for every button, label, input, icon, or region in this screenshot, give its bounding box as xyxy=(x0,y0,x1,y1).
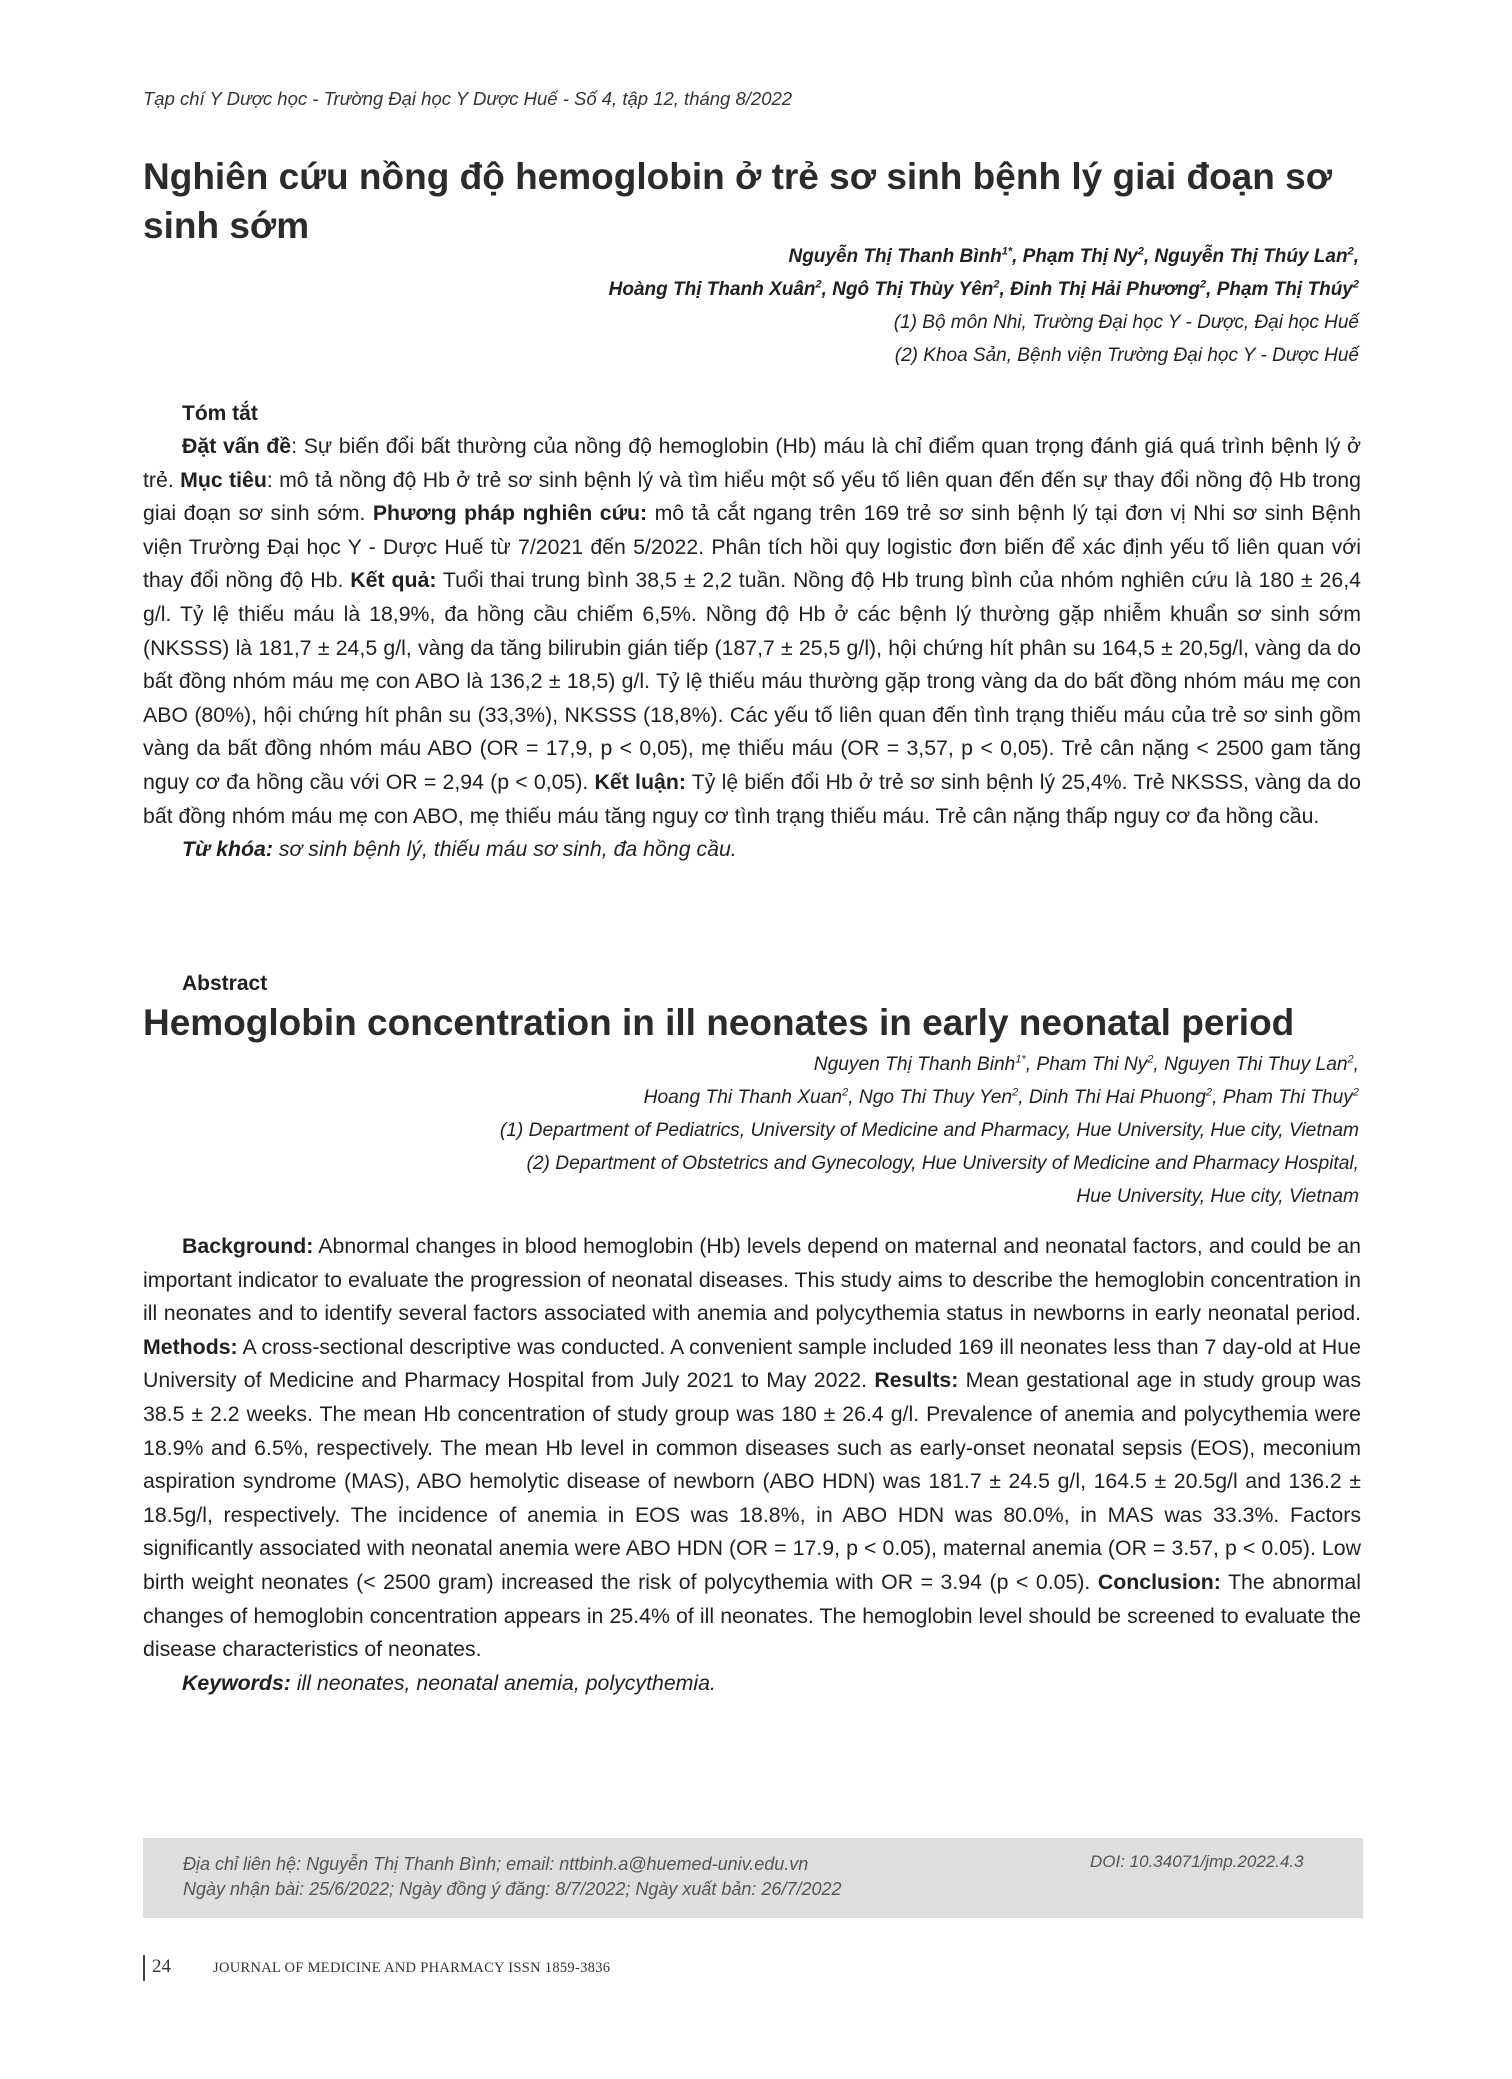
author-separator: , xyxy=(848,1087,859,1108)
author-separator: , xyxy=(1025,1054,1037,1075)
abstract-paragraph xyxy=(143,1230,1361,1667)
author-sup: 2 xyxy=(1352,1086,1359,1099)
author-sup: 2 xyxy=(1352,278,1359,291)
author-separator: , xyxy=(999,279,1011,300)
abstract-section-label: Results: xyxy=(874,1368,959,1393)
vietnamese-title: Nghiên cứu nồng độ hemoglobin ở trẻ sơ sinh bệnh lý giai đoạn sơ sinh sớm xyxy=(143,156,1333,246)
author-separator: , xyxy=(821,279,833,300)
author-line xyxy=(500,1048,1359,1081)
abstract-text: The abnormal changes of hemoglobin concentration appears in 25.4% of ill neonates. The hemoglobin level should be screened to evaluate the disease characteristics of neonates. xyxy=(143,1569,1361,1662)
author-name: Nguyễn Thị Thanh Bình xyxy=(788,246,1002,267)
author-name: Phạm Thị Ny xyxy=(1022,246,1138,267)
keywords-label: Từ khóa: xyxy=(182,837,273,862)
author-separator: , xyxy=(1143,246,1155,267)
author-name: Hoang Thi Thanh Xuan xyxy=(643,1087,843,1108)
keywords-en xyxy=(143,1667,1361,1701)
author-name: Pham Thi Ny xyxy=(1036,1054,1148,1075)
author-name: Nguyễn Thị Thúy Lan xyxy=(1154,246,1348,267)
author-name: Phạm Thị Thúy xyxy=(1216,279,1353,300)
abstract-text: : Sự biến đổi bất thường của nồng độ hemoglobin (Hb) máu là chỉ điểm quan trọng đánh giá quá trình bệnh lý ở trẻ. xyxy=(143,434,1361,492)
author-line xyxy=(609,240,1359,273)
author-name: Đinh Thị Hải Phương xyxy=(1010,279,1200,300)
page-number-bar xyxy=(143,1955,145,1981)
author-sup: 2 xyxy=(1137,245,1144,258)
author-name: Ngô Thị Thùy Yên xyxy=(832,279,994,300)
author-name: Nguyen Thị Thanh Binh xyxy=(813,1054,1016,1075)
affiliation: Hue University, Hue city, Vietnam xyxy=(1076,1186,1359,1207)
correspondence-info xyxy=(183,1852,842,1902)
author-line xyxy=(609,273,1359,306)
correspondence-box xyxy=(143,1838,1363,1918)
keywords-vi xyxy=(143,833,1361,867)
abstract-text: mô tả cắt ngang trên 169 trẻ sơ sinh bệnh lý tại đơn vị Nhi sơ sinh Bệnh viện Trường Đại học Y - Dược Huế từ 7/2021 đến 5/2022. Phân tích hồi quy logistic đơn biến để xác định yếu tố liên quan với thay đổi nồng độ Hb. xyxy=(143,501,1361,593)
abstract-en xyxy=(143,1230,1361,1700)
author-sup: 2 xyxy=(815,278,822,291)
author-separator: , xyxy=(1353,1054,1359,1075)
abstract-section-label: Methods: xyxy=(143,1334,238,1359)
vietnamese-authors xyxy=(609,240,1359,372)
english-authors xyxy=(500,1048,1359,1213)
affiliation: (1) Department of Pediatrics, University of Medicine and Pharmacy, Hue University, Hue city, Vietnam xyxy=(499,1120,1359,1141)
abstract-text: A cross-sectional descriptive was conducted. A convenient sample included 169 ill neonates less than 7 day-old at Hue University of Medicine and Pharmacy Hospital from July 2021 to May 2022. xyxy=(143,1334,1361,1393)
author-sup: 2 xyxy=(1347,245,1354,258)
page-number: 24 xyxy=(152,1956,171,1977)
author-separator: , xyxy=(1353,246,1359,267)
author-sup: 2 xyxy=(842,1086,849,1099)
author-sup: 2 xyxy=(993,278,1000,291)
affiliation: (2) Khoa Sản, Bệnh viện Trường Đại học Y - Dược Huế xyxy=(894,345,1359,366)
author-sup: 2 xyxy=(1147,1053,1154,1066)
abstract-section-label: Mục tiêu xyxy=(180,467,267,492)
abstract-text: Tuổi thai trung bình 38,5 ± 2,2 tuần. Nồng độ Hb trung bình của nhóm nghiên cứu là 180 ± 26,4 g/l. Tỷ lệ thiếu máu là 18,9%, đa hồng cầu chiếm 6,5%. Nồng độ Hb ở các bệnh lý thường gặp nhiễm khuẩn sơ sinh sớm (NKSSS) là 181,7 ± 24,5 g/l, vàng da tăng bilirubin gián tiếp (187,7 ± 25,5 g/l), hội chứng hít phân su 164,5 ± 20,5g/l, vàng da do bất đồng nhóm máu mẹ con ABO là 136,2 ± 18,5) g/l. Tỷ lệ thiếu máu thường gặp trong vàng da do bất đồng nhóm máu mẹ con ABO (80%), hội chứng hít phân su (33,3%), NKSSS (18,8%). Các yếu tố liên quan đến tình trạng thiếu máu của trẻ sơ sinh gồm vàng da bất đồng nhóm máu ABO (OR = 17,9, p < 0,05), mẹ thiếu máu (OR = 3,57, p < 0,05). Trẻ cân nặng < 2500 gam tăng nguy cơ đa hồng cầu với OR = 2,94 (p < 0,05). xyxy=(143,568,1361,794)
abstract-text: Tỷ lệ biến đổi Hb ở trẻ sơ sinh bệnh lý 25,4%. Trẻ NKSSS, vàng da do bất đồng nhóm máu mẹ con ABO, mẹ thiếu máu tăng nguy cơ tình trạng thiếu máu. Trẻ cân nặng thấp nguy cơ đa hồng cầu. xyxy=(143,769,1362,828)
doi: DOI: 10.34071/jmp.2022.4.3 xyxy=(1090,1852,1304,1871)
author-name: Dinh Thi Hai Phuong xyxy=(1028,1087,1206,1108)
abstract-section-label: Đặt vấn đề xyxy=(182,434,292,458)
author-separator: , xyxy=(1018,1087,1029,1108)
author-sup: 1* xyxy=(1015,1053,1026,1066)
abstract-section-label: Kết luận: xyxy=(594,769,686,794)
abstract-heading-vi: Tóm tắt xyxy=(182,402,258,425)
abstract-text: : mô tả nồng độ Hb ở trẻ sơ sinh bệnh lý và tìm hiểu một số yếu tố liên quan đến đến sự thay đổi nồng độ Hb trong giai đoạn sơ sinh sớm. xyxy=(143,467,1361,526)
affiliation: (1) Bộ môn Nhi, Trường Đại học Y - Dược, Đại học Huế xyxy=(893,312,1359,333)
publication-dates: Ngày nhận bài: 25/6/2022; Ngày đồng ý đăng: 8/7/2022; Ngày xuất bản: 26/7/2022 xyxy=(183,1879,842,1899)
author-sup: 2 xyxy=(1012,1086,1019,1099)
abstract-section-label: Conclusion: xyxy=(1097,1569,1221,1594)
journal-header: Tạp chí Y Dược học - Trường Đại học Y Dược Huế - Số 4, tập 12, tháng 8/2022 xyxy=(143,88,793,109)
author-name: Ngo Thi Thuy Yen xyxy=(858,1087,1013,1108)
author-line xyxy=(500,1081,1359,1114)
correspondence-contact: Địa chỉ liên hệ: Nguyễn Thị Thanh Bình; email: nttbinh.a@huemed-univ.edu.vn xyxy=(183,1854,809,1874)
english-title: Hemoglobin concentration in ill neonates in early neonatal period xyxy=(143,1002,1295,1043)
author-name: Hoàng Thị Thanh Xuân xyxy=(608,279,816,300)
abstract-vi xyxy=(143,430,1361,867)
author-sup: 2 xyxy=(1205,1086,1213,1099)
abstract-text: Abnormal changes in blood hemoglobin (Hb) levels depend on maternal and neonatal factors, and could be an important indicator to evaluate the progression of neonatal diseases. This study aims to describe the hemoglobin concentration in ill neonates and to identify several factors associated with anemia and polycythemia status in newborns in early neonatal period. xyxy=(143,1234,1361,1326)
author-separator: , xyxy=(1153,1054,1165,1075)
abstract-heading-en: Abstract xyxy=(182,972,268,995)
journal-footer: JOURNAL OF MEDICINE AND PHARMACY ISSN 1859-3836 xyxy=(213,1960,611,1976)
affiliation: (2) Department of Obstetrics and Gynecology, Hue University of Medicine and Pharmacy Hospital, xyxy=(526,1153,1359,1174)
author-sup: 2 xyxy=(1347,1053,1354,1066)
keywords-label: Keywords: xyxy=(182,1670,291,1695)
abstract-paragraph xyxy=(143,430,1361,833)
author-name: Pham Thi Thuy xyxy=(1222,1087,1353,1108)
abstract-section-label: Kết quả: xyxy=(350,568,437,593)
author-separator: , xyxy=(1206,279,1217,300)
author-name: Nguyen Thi Thuy Lan xyxy=(1164,1054,1348,1075)
author-separator: , xyxy=(1012,246,1023,267)
author-separator: , xyxy=(1212,1087,1223,1108)
abstract-text: Mean gestational age in study group was 38.5 ± 2.2 weeks. The mean Hb concentration of study group was 180 ± 26.4 g/l. Prevalence of anemia and polycythemia were 18.9% and 6.5%, respectively. The mean Hb level in common diseases such as early-onset neonatal sepsis (EOS), meconium aspiration syndrome (MAS), ABO hemolytic disease of newborn (ABO HDN) was 181.7 ± 24.5 g/l, 164.5 ± 20.5g/l and 136.2 ± 18.5g/l, respectively. The incidence of anemia in EOS was 18.8%, in ABO HDN was 80.0%, in MAS was 33.3%. Factors significantly associated with neonatal anemia were ABO HDN (OR = 17.9, p < 0.05), maternal anemia (OR = 3.57, p < 0.05). Low birth weight neonates (< 2500 gram) increased the risk of polycythemia with OR = 3.94 (p < 0.05). xyxy=(143,1368,1361,1594)
abstract-section-label: Phương pháp nghiên cứu: xyxy=(372,501,648,526)
abstract-section-label: Background: xyxy=(182,1234,314,1258)
keywords-text: sơ sinh bệnh lý, thiếu máu sơ sinh, đa hồng cầu. xyxy=(272,837,737,862)
author-sup: 2 xyxy=(1200,278,1207,291)
keywords-text: ill neonates, neonatal anemia, polycythemia. xyxy=(290,1670,716,1695)
author-sup: 1* xyxy=(1001,245,1013,258)
